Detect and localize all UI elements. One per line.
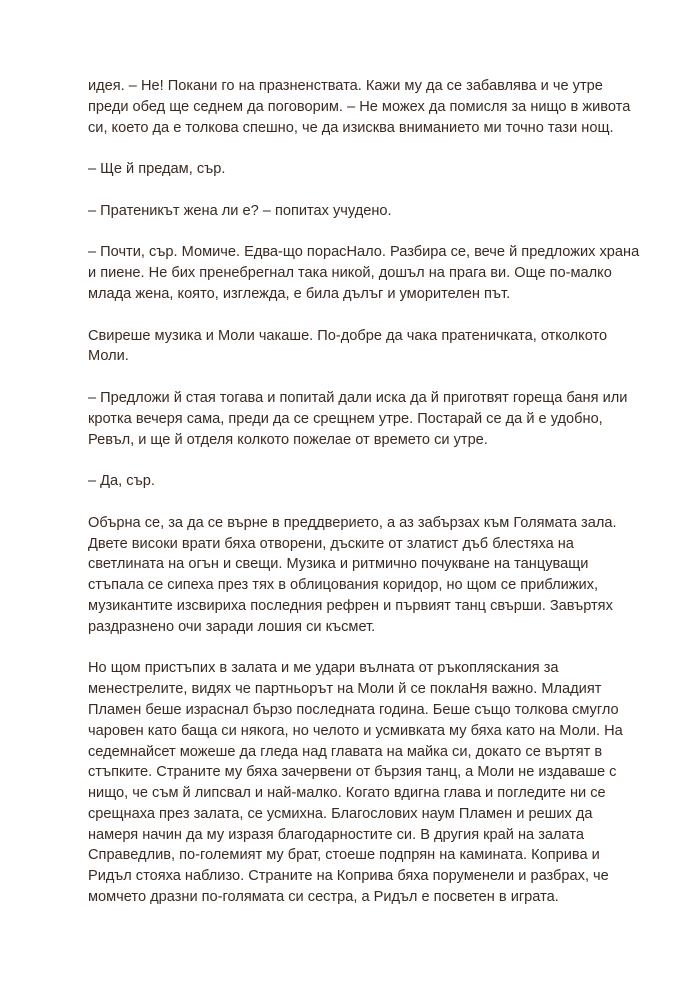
paragraph: – Да, сър. — [88, 473, 155, 490]
paragraph: – Почти, сър. Момиче. Едва-що порасНало. Разбира се, вече й предложих храна и пиене. Не бих пренебрегнал така никой, дошъл на прага ви. Още по-малко млада жена, която, изглежда, е била дълъг и уморителен път. — [88, 244, 640, 302]
paragraph: – Ще й предам, сър. — [88, 161, 226, 178]
paragraph: Обърна се, за да се върне в преддверието, а аз забързах към Голямата зала. Двете високи врати бяха отворени, дъските от златист дъб блестяха на светлината на огън и свещи. Музика и ритмично почукване на танцуващи стъпала се сипеха през тях в облицования коридор, но щом се приближих, музикантите изсвириха последния рефрен и първият танц свърши. Завъртях раздразнено очи заради лошия си късмет. — [88, 514, 617, 635]
body-text — [88, 76, 648, 929]
paragraph: Но щом пристъпих в залата и ме удари вълната от ръкопляскания за менестрелите, видях че партньорът на Моли й се поклаНя важно. Младият Пламен беше израснал бързо последната година. Беше също толкова смугло чаровен като баща си някога, но челото и усмивката му бяха като на Моли. На седемнайсет можеше да гледа над главата на майка си, докато се въртят в стъпките. Страните му бяха зачервени от бързия танц, а Моли не издаваше с нищо, че съм й липсвал и най-малко. Когато вдигна глава и погледите ни се срещнаха през залата, се усмихна. Благослових наум Пламен и реших да намеря начин да му изразя благодарностите си. В другия край на залата Справедлив, по-големият му брат, стоеше подпрян на камината. Коприва и Ридъл стояха наблизо. Страните на Коприва бяха поруменели и разбрах, че момчето дразни по-голямата си сестра, а Ридъл е посветен в играта. — [88, 660, 623, 906]
paragraph: идея. – Не! Покани го на празненствата. Кажи му да се забавлява и че утре преди обед ще седнем да поговорим. – Не можех да помисля за нищо в живота си, което да е толкова спешно, че да изисква вниманието ми точно тази нощ. — [88, 78, 631, 136]
paragraph: – Пратеникът жена ли е? – попитах учудено. — [88, 202, 392, 219]
paragraph: – Предложи й стая тогава и попитай дали иска да й приготвят гореща баня или кротка вечеря сама, преди да се срещнем утре. Постарай се да й е удобно, Ревъл, и ще й отделя колкото пожелае от времето си утре. — [88, 389, 628, 448]
paragraph: Свиреше музика и Моли чакаше. По-добре да чака пратеничката, отколкото Моли. — [88, 327, 608, 365]
